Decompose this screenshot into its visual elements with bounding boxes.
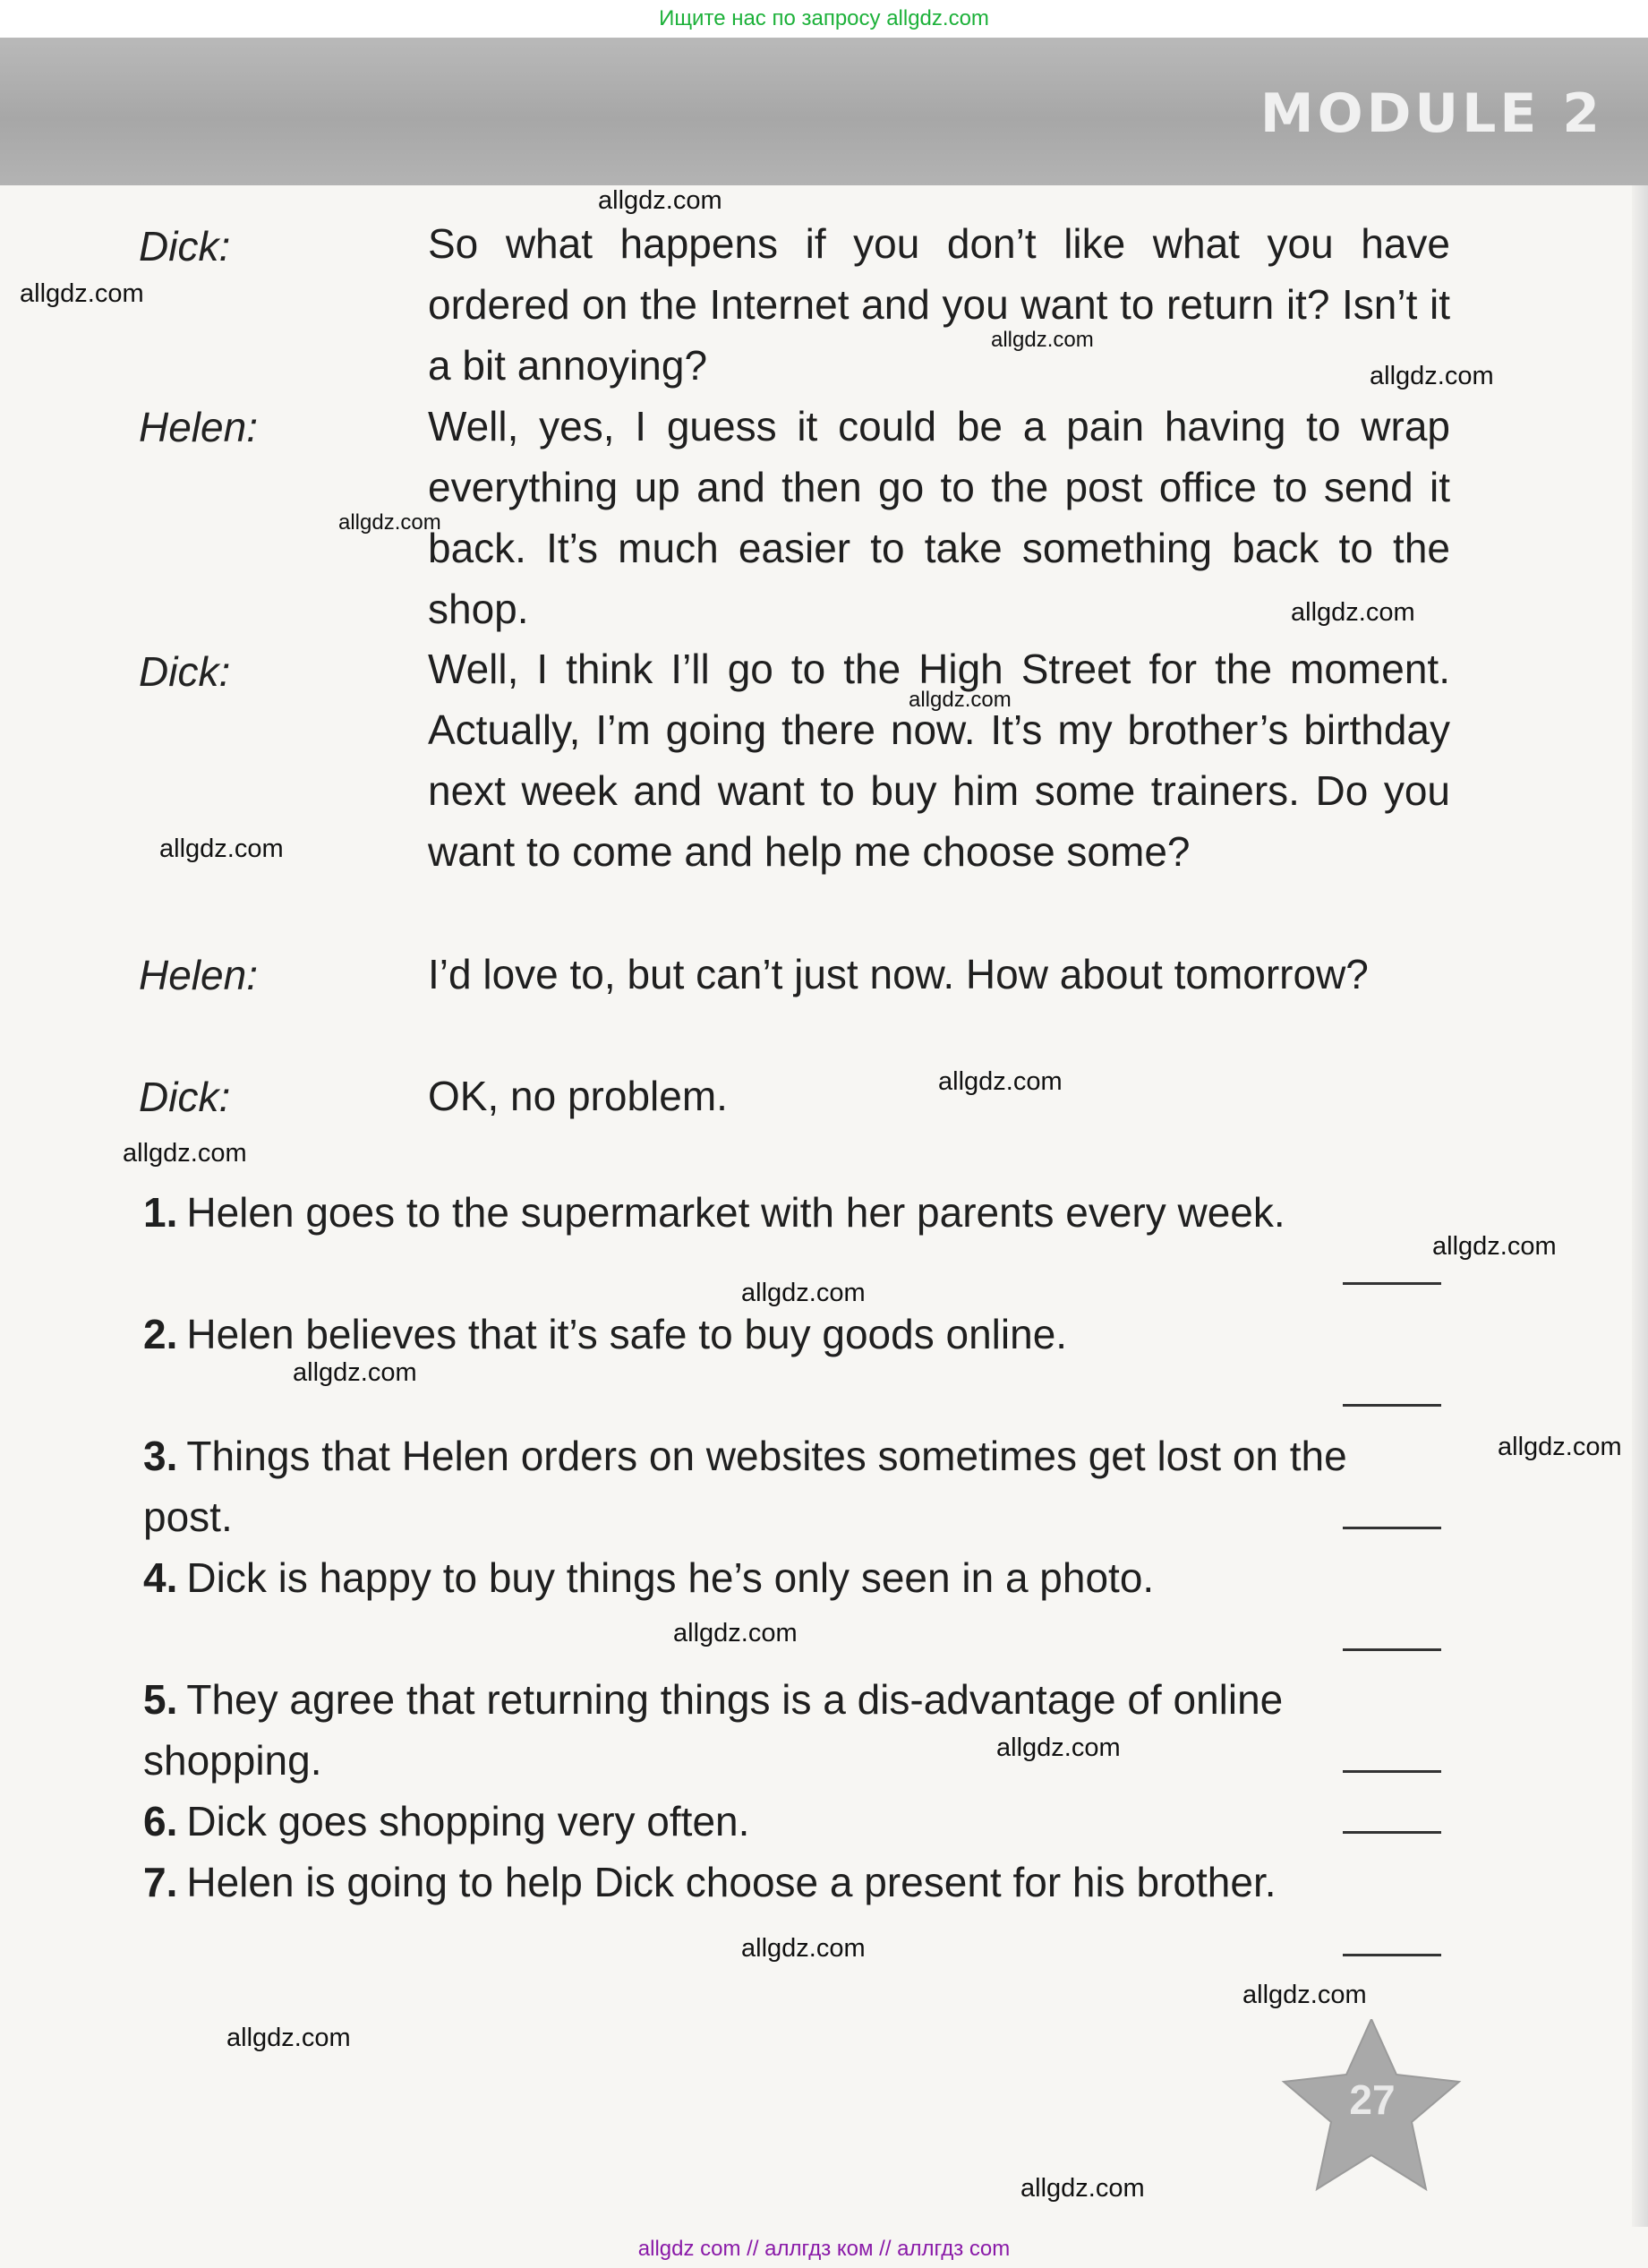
statement [143, 1852, 1441, 1913]
statement [143, 1304, 1441, 1365]
dialogue-line: I’d love to, but can’t just now. How about tomorrow? [428, 951, 1369, 997]
watermark: allgdz.com [1432, 1232, 1557, 1261]
speaker-label: Helen: [139, 404, 258, 450]
watermark: allgdz.com [598, 186, 722, 215]
page-header [0, 38, 1648, 185]
watermark: allgdz.com [159, 834, 284, 863]
watermark: allgdz.com [1370, 362, 1494, 390]
module-title: MODULE 2 [1259, 82, 1603, 145]
statement-text: Dick is happy to buy things he’s only seen in a photo. [186, 1554, 1155, 1601]
statement-text: Helen believes that it’s safe to buy goods online. [186, 1311, 1068, 1357]
speaker-label: Helen: [139, 952, 258, 998]
statement-text: They agree that returning things is a dis-advantage of online shopping. [143, 1676, 1284, 1784]
statement [143, 1547, 1441, 1608]
watermark: allgdz.com [338, 510, 441, 535]
watermark: allgdz.com [741, 1934, 866, 1963]
statement-number: 1. [143, 1189, 178, 1236]
watermark: allgdz.com [673, 1619, 798, 1648]
watermark: allgdz.com [991, 328, 1094, 352]
statement-text: Helen is going to help Dick choose a present for his brother. [186, 1859, 1277, 1905]
statement-number: 3. [143, 1433, 178, 1479]
watermark: allgdz.com [1291, 598, 1415, 627]
watermark: allgdz.com [938, 1067, 1063, 1096]
statement [143, 1791, 1441, 1852]
watermark: allgdz.com [123, 1139, 247, 1168]
statement-number: 6. [143, 1798, 178, 1844]
page-edge-shadow [1632, 185, 1648, 2227]
speaker-label: Dick: [139, 1074, 231, 1120]
statement-number: 2. [143, 1311, 178, 1357]
statement-number: 5. [143, 1676, 178, 1723]
statement-text: Dick goes shopping very often. [186, 1798, 750, 1844]
page-number: 27 [1349, 2076, 1396, 2123]
statement [143, 1425, 1441, 1547]
watermark: allgdz.com [741, 1279, 866, 1307]
watermark: allgdz.com [293, 1358, 417, 1387]
answer-blank[interactable] [1343, 1770, 1441, 1773]
statement [143, 1669, 1441, 1791]
statement-text: Things that Helen orders on websites sometimes get lost on the post. [143, 1433, 1347, 1540]
top-banner[interactable]: Ищите нас по запросу allgdz.com [0, 0, 1648, 38]
watermark: allgdz.com [1020, 2174, 1145, 2203]
dialogue-line: Well, I think I’ll go to the High Street for the moment. Actually, I’m going there now. It’s my brother’s birthday next week and want to buy him some trainers. Do you want to come and help me choose some? [428, 646, 1450, 875]
statement-number: 7. [143, 1859, 178, 1905]
answer-blank[interactable] [1343, 1831, 1441, 1834]
answer-blank[interactable] [1343, 1954, 1441, 1956]
answer-blank[interactable] [1343, 1404, 1441, 1407]
statement-number: 4. [143, 1554, 178, 1601]
watermark: allgdz.com [226, 2024, 351, 2052]
watermark: allgdz.com [996, 1733, 1121, 1762]
answer-blank[interactable] [1343, 1648, 1441, 1651]
watermark: allgdz.com [1498, 1433, 1622, 1461]
dialogue-line: So what happens if you don’t like what you have ordered on the Internet and you want to return it? Isn’t it a bit annoying? [428, 220, 1450, 389]
answer-blank[interactable] [1343, 1527, 1441, 1529]
speaker-label: Dick: [139, 223, 231, 270]
speaker-label: Dick: [139, 648, 231, 695]
watermark: allgdz.com [1242, 1981, 1367, 2009]
answer-blank[interactable] [1343, 1282, 1441, 1285]
statement-text: Helen goes to the supermarket with her parents every week. [186, 1189, 1285, 1236]
watermark: allgdz.com [20, 279, 144, 308]
dialogue-line: Well, yes, I guess it could be a pain having to wrap everything up and then go to the post office to send it back. It’s much easier to take something back to the shop. [428, 403, 1450, 632]
dialogue-line: OK, no problem. [428, 1073, 728, 1119]
bottom-banner[interactable]: allgdz com // аллгдз ком // аллгдз com [0, 2229, 1648, 2268]
watermark: allgdz.com [909, 688, 1012, 712]
statement [143, 1182, 1441, 1243]
